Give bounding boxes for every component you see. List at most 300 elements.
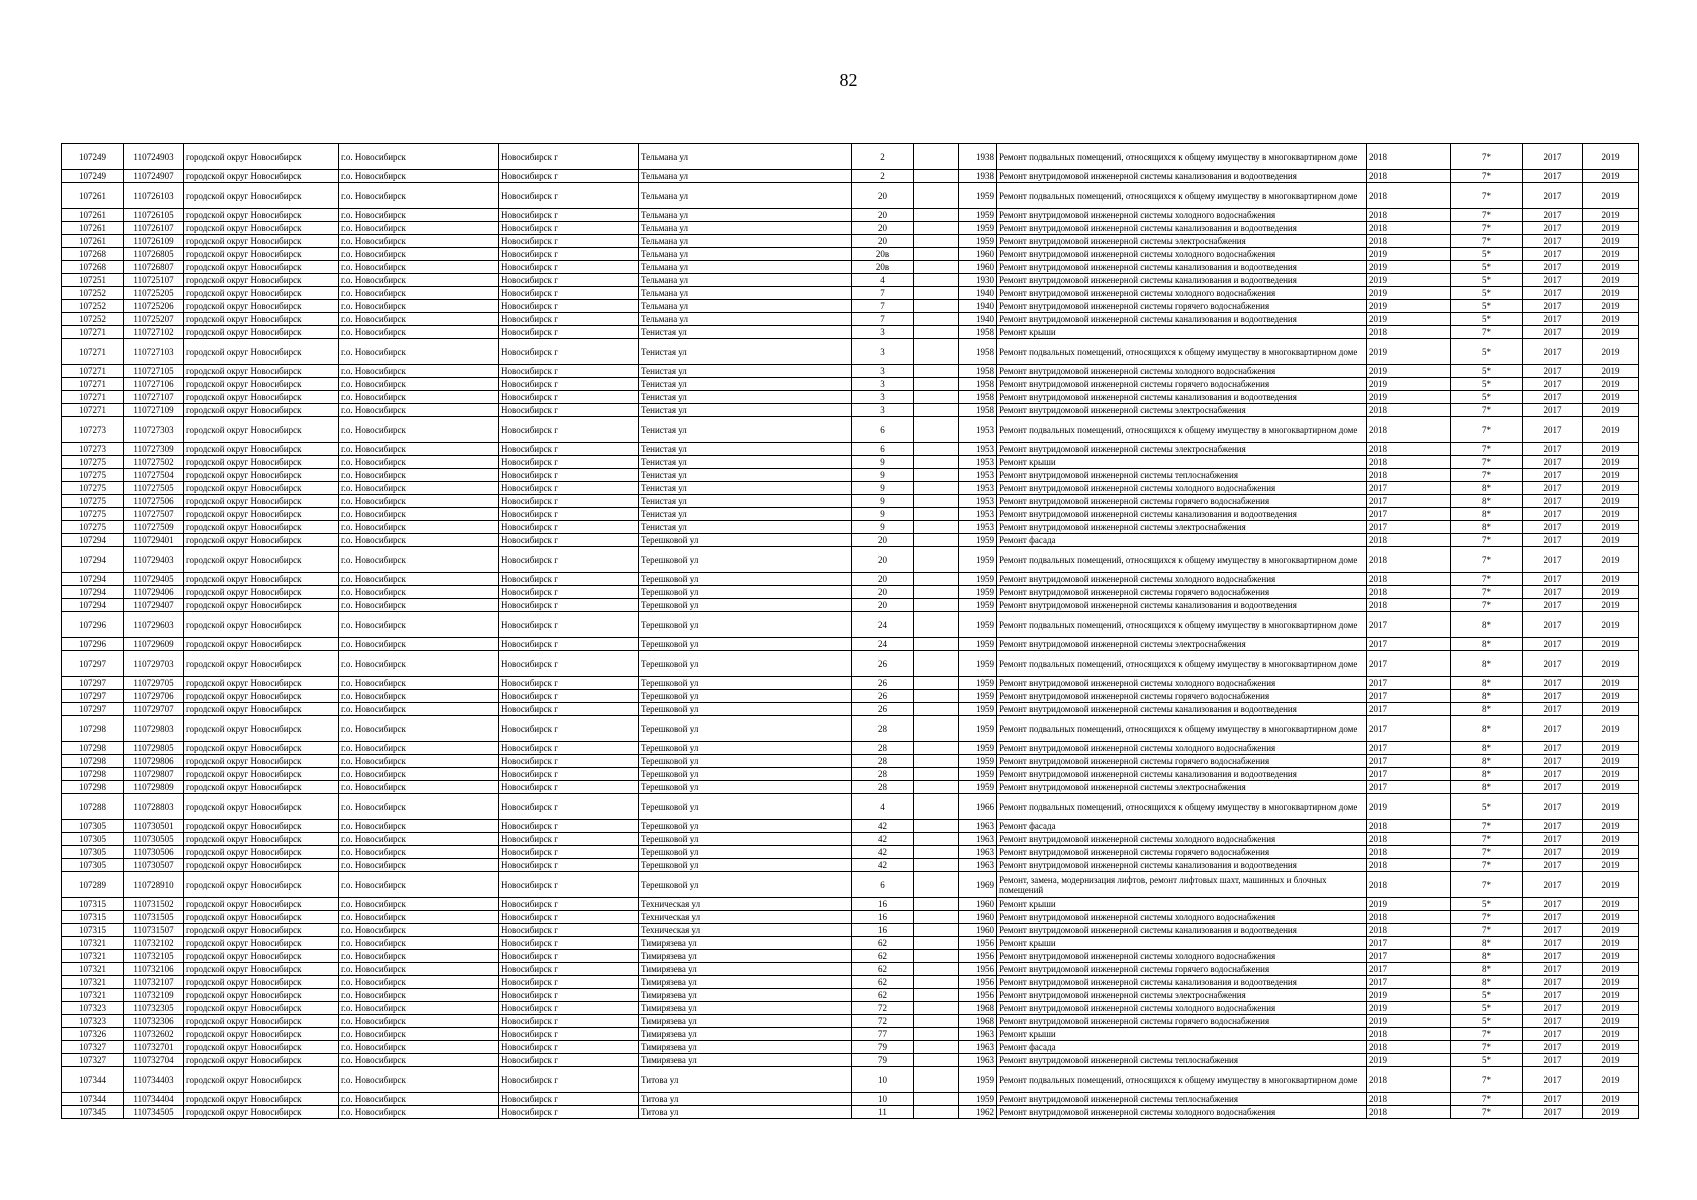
cell-build-year: 1956 [959, 989, 997, 1002]
cell-period-end: 2019 [1583, 521, 1639, 534]
cell-work-type: Ремонт внутридомовой инженерной системы канализования и водоотведения [997, 508, 1367, 521]
cell-record-id: 110729807 [124, 768, 184, 781]
cell-building [914, 768, 959, 781]
cell-municipality: г.о. Новосибирск [339, 222, 499, 235]
cell-period-end: 2019 [1583, 1054, 1639, 1067]
cell-plan-year: 2019 [1367, 1054, 1451, 1067]
cell-building [914, 482, 959, 495]
cell-municipal-district: городской округ Новосибирск [184, 612, 339, 638]
cell-period-start: 2017 [1523, 183, 1583, 209]
cell-record-id: 110729705 [124, 677, 184, 690]
cell-building [914, 586, 959, 599]
cell-locality: Новосибирск г [499, 1041, 639, 1054]
cell-priority: 5* [1451, 794, 1523, 820]
cell-record-id: 110727102 [124, 326, 184, 339]
cell-priority: 8* [1451, 677, 1523, 690]
cell-street: Тенистая ул [639, 482, 852, 495]
cell-municipality: г.о. Новосибирск [339, 703, 499, 716]
cell-period-start: 2017 [1523, 1067, 1583, 1093]
cell-work-type: Ремонт внутридомовой инженерной системы канализования и водоотведения [997, 976, 1367, 989]
cell-municipality: г.о. Новосибирск [339, 768, 499, 781]
cell-building [914, 716, 959, 742]
cell-house-number: 62 [852, 989, 914, 1002]
cell-municipal-district: городской округ Новосибирск [184, 274, 339, 287]
cell-work-type: Ремонт внутридомовой инженерной системы холодного водоснабжения [997, 950, 1367, 963]
cell-locality: Новосибирск г [499, 937, 639, 950]
cell-building [914, 235, 959, 248]
cell-work-type: Ремонт подвальных помещений, относящихся к общему имуществу в многоквартирном доме [997, 1067, 1367, 1093]
cell-municipal-district: городской округ Новосибирск [184, 599, 339, 612]
table-row [62, 170, 1639, 183]
cell-work-type: Ремонт внутридомовой инженерной системы горячего водоснабжения [997, 300, 1367, 313]
cell-priority: 8* [1451, 781, 1523, 794]
cell-municipality: г.о. Новосибирск [339, 911, 499, 924]
cell-priority: 7* [1451, 404, 1523, 417]
cell-work-type: Ремонт фасада [997, 1041, 1367, 1054]
cell-street: Тимирязева ул [639, 989, 852, 1002]
cell-record-id: 110729806 [124, 755, 184, 768]
cell-record-id: 110729609 [124, 638, 184, 651]
table-row [62, 1028, 1639, 1041]
cell-record-id: 110727504 [124, 469, 184, 482]
table-row [62, 677, 1639, 690]
cell-house-number: 16 [852, 898, 914, 911]
cell-period-end: 2019 [1583, 235, 1639, 248]
cell-street: Тимирязева ул [639, 1015, 852, 1028]
cell-work-type: Ремонт внутридомовой инженерной системы канализования и водоотведения [997, 599, 1367, 612]
cell-street: Тенистая ул [639, 521, 852, 534]
cell-house-id: 107252 [62, 300, 124, 313]
table-row [62, 950, 1639, 963]
cell-street: Титова ул [639, 1093, 852, 1106]
table-row [62, 937, 1639, 950]
cell-work-type: Ремонт внутридомовой инженерной системы холодного водоснабжения [997, 287, 1367, 300]
cell-period-start: 2017 [1523, 261, 1583, 274]
cell-record-id: 110731502 [124, 898, 184, 911]
cell-house-number: 3 [852, 339, 914, 365]
cell-municipality: г.о. Новосибирск [339, 1041, 499, 1054]
cell-building [914, 313, 959, 326]
cell-plan-year: 2018 [1367, 872, 1451, 898]
cell-house-id: 107294 [62, 573, 124, 586]
cell-house-id: 107261 [62, 209, 124, 222]
cell-house-number: 6 [852, 443, 914, 456]
cell-house-id: 107315 [62, 911, 124, 924]
cell-build-year: 1960 [959, 248, 997, 261]
cell-municipality: г.о. Новосибирск [339, 950, 499, 963]
cell-priority: 5* [1451, 339, 1523, 365]
cell-record-id: 110726103 [124, 183, 184, 209]
cell-record-id: 110727309 [124, 443, 184, 456]
table-row [62, 469, 1639, 482]
cell-municipal-district: городской округ Новосибирск [184, 937, 339, 950]
cell-period-end: 2019 [1583, 586, 1639, 599]
cell-house-number: 7 [852, 313, 914, 326]
cell-period-end: 2019 [1583, 287, 1639, 300]
cell-house-id: 107249 [62, 170, 124, 183]
cell-locality: Новосибирск г [499, 417, 639, 443]
cell-build-year: 1959 [959, 781, 997, 794]
cell-house-number: 26 [852, 677, 914, 690]
cell-record-id: 110727106 [124, 378, 184, 391]
cell-building [914, 209, 959, 222]
cell-building [914, 248, 959, 261]
cell-house-number: 20 [852, 534, 914, 547]
cell-record-id: 110725207 [124, 313, 184, 326]
cell-municipal-district: городской округ Новосибирск [184, 1054, 339, 1067]
cell-street: Терешковой ул [639, 573, 852, 586]
cell-house-id: 107275 [62, 482, 124, 495]
cell-build-year: 1959 [959, 235, 997, 248]
cell-period-start: 2017 [1523, 950, 1583, 963]
cell-street: Тельмана ул [639, 144, 852, 170]
cell-priority: 8* [1451, 937, 1523, 950]
cell-priority: 8* [1451, 508, 1523, 521]
cell-work-type: Ремонт фасада [997, 820, 1367, 833]
cell-house-id: 107296 [62, 638, 124, 651]
cell-priority: 7* [1451, 469, 1523, 482]
cell-locality: Новосибирск г [499, 235, 639, 248]
cell-plan-year: 2018 [1367, 222, 1451, 235]
cell-house-number: 3 [852, 378, 914, 391]
cell-municipal-district: городской округ Новосибирск [184, 1041, 339, 1054]
cell-municipal-district: городской округ Новосибирск [184, 1106, 339, 1119]
cell-record-id: 110732102 [124, 937, 184, 950]
cell-locality: Новосибирск г [499, 872, 639, 898]
table-row [62, 547, 1639, 573]
cell-work-type: Ремонт подвальных помещений, относящихся к общему имуществу в многоквартирном доме [997, 547, 1367, 573]
cell-build-year: 1959 [959, 768, 997, 781]
cell-plan-year: 2017 [1367, 612, 1451, 638]
cell-period-start: 2017 [1523, 599, 1583, 612]
cell-house-id: 107298 [62, 781, 124, 794]
cell-municipality: г.о. Новосибирск [339, 508, 499, 521]
cell-locality: Новосибирск г [499, 378, 639, 391]
cell-record-id: 110730506 [124, 846, 184, 859]
cell-house-id: 107294 [62, 586, 124, 599]
cell-build-year: 1959 [959, 586, 997, 599]
cell-municipality: г.о. Новосибирск [339, 326, 499, 339]
cell-work-type: Ремонт внутридомовой инженерной системы канализования и водоотведения [997, 859, 1367, 872]
cell-record-id: 110724903 [124, 144, 184, 170]
table-row [62, 287, 1639, 300]
cell-period-start: 2017 [1523, 274, 1583, 287]
cell-municipal-district: городской округ Новосибирск [184, 924, 339, 937]
cell-municipal-district: городской округ Новосибирск [184, 404, 339, 417]
cell-municipality: г.о. Новосибирск [339, 781, 499, 794]
cell-record-id: 110732105 [124, 950, 184, 963]
cell-period-end: 2019 [1583, 404, 1639, 417]
cell-house-id: 107321 [62, 950, 124, 963]
cell-work-type: Ремонт внутридомовой инженерной системы холодного водоснабжения [997, 742, 1367, 755]
cell-locality: Новосибирск г [499, 638, 639, 651]
cell-locality: Новосибирск г [499, 391, 639, 404]
table-body [62, 144, 1639, 1119]
cell-priority: 7* [1451, 222, 1523, 235]
cell-priority: 8* [1451, 638, 1523, 651]
cell-plan-year: 2019 [1367, 248, 1451, 261]
cell-build-year: 1959 [959, 209, 997, 222]
cell-municipal-district: городской округ Новосибирск [184, 742, 339, 755]
cell-priority: 5* [1451, 365, 1523, 378]
cell-municipality: г.о. Новосибирск [339, 924, 499, 937]
cell-build-year: 1959 [959, 677, 997, 690]
cell-plan-year: 2017 [1367, 963, 1451, 976]
cell-plan-year: 2017 [1367, 677, 1451, 690]
cell-municipality: г.о. Новосибирск [339, 573, 499, 586]
cell-municipal-district: городской округ Новосибирск [184, 586, 339, 599]
cell-period-end: 2019 [1583, 365, 1639, 378]
cell-municipality: г.о. Новосибирск [339, 521, 499, 534]
cell-priority: 7* [1451, 326, 1523, 339]
cell-locality: Новосибирск г [499, 742, 639, 755]
cell-locality: Новосибирск г [499, 716, 639, 742]
cell-house-number: 6 [852, 872, 914, 898]
cell-street: Терешковой ул [639, 781, 852, 794]
cell-period-end: 2019 [1583, 248, 1639, 261]
cell-house-number: 72 [852, 1015, 914, 1028]
cell-record-id: 110726107 [124, 222, 184, 235]
cell-building [914, 833, 959, 846]
cell-street: Терешковой ул [639, 586, 852, 599]
cell-priority: 7* [1451, 1067, 1523, 1093]
cell-record-id: 110726805 [124, 248, 184, 261]
cell-priority: 7* [1451, 417, 1523, 443]
cell-building [914, 638, 959, 651]
cell-building [914, 950, 959, 963]
cell-plan-year: 2018 [1367, 1028, 1451, 1041]
table-row [62, 963, 1639, 976]
cell-locality: Новосибирск г [499, 326, 639, 339]
cell-house-number: 42 [852, 846, 914, 859]
table-row [62, 1041, 1639, 1054]
cell-record-id: 110734404 [124, 1093, 184, 1106]
cell-building [914, 222, 959, 235]
cell-work-type: Ремонт внутридомовой инженерной системы канализования и водоотведения [997, 768, 1367, 781]
cell-municipal-district: городской округ Новосибирск [184, 859, 339, 872]
cell-record-id: 110729401 [124, 534, 184, 547]
cell-house-id: 107252 [62, 313, 124, 326]
cell-period-end: 2019 [1583, 495, 1639, 508]
cell-municipal-district: городской округ Новосибирск [184, 872, 339, 898]
cell-municipality: г.о. Новосибирск [339, 261, 499, 274]
cell-plan-year: 2017 [1367, 508, 1451, 521]
cell-municipal-district: городской округ Новосибирск [184, 456, 339, 469]
cell-build-year: 1958 [959, 365, 997, 378]
cell-period-end: 2019 [1583, 859, 1639, 872]
cell-municipality: г.о. Новосибирск [339, 287, 499, 300]
table-row [62, 924, 1639, 937]
table-row [62, 521, 1639, 534]
cell-record-id: 110729809 [124, 781, 184, 794]
cell-period-start: 2017 [1523, 222, 1583, 235]
cell-locality: Новосибирск г [499, 599, 639, 612]
cell-municipality: г.о. Новосибирск [339, 274, 499, 287]
cell-house-id: 107252 [62, 287, 124, 300]
cell-street: Тенистая ул [639, 339, 852, 365]
cell-locality: Новосибирск г [499, 170, 639, 183]
cell-building [914, 1015, 959, 1028]
cell-plan-year: 2019 [1367, 1002, 1451, 1015]
cell-building [914, 1002, 959, 1015]
cell-locality: Новосибирск г [499, 1106, 639, 1119]
cell-building [914, 170, 959, 183]
cell-record-id: 110732107 [124, 976, 184, 989]
cell-municipality: г.о. Новосибирск [339, 534, 499, 547]
cell-record-id: 110729407 [124, 599, 184, 612]
cell-period-end: 2019 [1583, 898, 1639, 911]
cell-house-number: 20 [852, 586, 914, 599]
cell-municipality: г.о. Новосибирск [339, 170, 499, 183]
table-row [62, 339, 1639, 365]
cell-plan-year: 2017 [1367, 690, 1451, 703]
cell-house-number: 79 [852, 1041, 914, 1054]
cell-building [914, 677, 959, 690]
cell-municipal-district: городской округ Новосибирск [184, 690, 339, 703]
cell-municipal-district: городской округ Новосибирск [184, 1028, 339, 1041]
cell-record-id: 110728910 [124, 872, 184, 898]
cell-work-type: Ремонт внутридомовой инженерной системы теплоснабжения [997, 1093, 1367, 1106]
cell-street: Терешковой ул [639, 859, 852, 872]
cell-municipality: г.о. Новосибирск [339, 1093, 499, 1106]
cell-municipal-district: городской округ Новосибирск [184, 300, 339, 313]
cell-house-id: 107298 [62, 768, 124, 781]
cell-house-number: 16 [852, 911, 914, 924]
cell-work-type: Ремонт крыши [997, 1028, 1367, 1041]
cell-street: Тенистая ул [639, 326, 852, 339]
table-row [62, 638, 1639, 651]
cell-house-id: 107297 [62, 651, 124, 677]
table-row [62, 586, 1639, 599]
cell-street: Тенистая ул [639, 417, 852, 443]
cell-period-end: 2019 [1583, 781, 1639, 794]
cell-house-id: 107327 [62, 1054, 124, 1067]
cell-house-id: 107327 [62, 1041, 124, 1054]
cell-priority: 8* [1451, 976, 1523, 989]
cell-work-type: Ремонт подвальных помещений, относящихся к общему имуществу в многоквартирном доме [997, 716, 1367, 742]
cell-work-type: Ремонт внутридомовой инженерной системы канализования и водоотведения [997, 924, 1367, 937]
cell-period-end: 2019 [1583, 508, 1639, 521]
cell-building [914, 846, 959, 859]
cell-priority: 8* [1451, 742, 1523, 755]
cell-street: Тельмана ул [639, 209, 852, 222]
cell-locality: Новосибирск г [499, 859, 639, 872]
cell-municipality: г.о. Новосибирск [339, 989, 499, 1002]
cell-record-id: 110732701 [124, 1041, 184, 1054]
cell-house-id: 107305 [62, 859, 124, 872]
cell-house-number: 6 [852, 417, 914, 443]
cell-build-year: 1953 [959, 495, 997, 508]
cell-period-end: 2019 [1583, 651, 1639, 677]
cell-street: Терешковой ул [639, 846, 852, 859]
cell-priority: 8* [1451, 703, 1523, 716]
cell-street: Тельмана ул [639, 235, 852, 248]
cell-building [914, 287, 959, 300]
cell-municipality: г.о. Новосибирск [339, 235, 499, 248]
cell-build-year: 1938 [959, 170, 997, 183]
cell-house-id: 107296 [62, 612, 124, 638]
cell-period-end: 2019 [1583, 690, 1639, 703]
cell-building [914, 404, 959, 417]
cell-period-end: 2019 [1583, 573, 1639, 586]
cell-record-id: 110727109 [124, 404, 184, 417]
cell-locality: Новосибирск г [499, 781, 639, 794]
table-row [62, 716, 1639, 742]
cell-house-number: 28 [852, 768, 914, 781]
cell-locality: Новосибирск г [499, 534, 639, 547]
cell-municipal-district: городской округ Новосибирск [184, 950, 339, 963]
cell-period-start: 2017 [1523, 534, 1583, 547]
cell-locality: Новосибирск г [499, 300, 639, 313]
table-row [62, 235, 1639, 248]
cell-street: Терешковой ул [639, 677, 852, 690]
cell-period-end: 2019 [1583, 716, 1639, 742]
cell-work-type: Ремонт внутридомовой инженерной системы холодного водоснабжения [997, 248, 1367, 261]
cell-plan-year: 2017 [1367, 755, 1451, 768]
cell-work-type: Ремонт внутридомовой инженерной системы канализования и водоотведения [997, 391, 1367, 404]
cell-work-type: Ремонт внутридомовой инженерной системы холодного водоснабжения [997, 365, 1367, 378]
cell-build-year: 1960 [959, 924, 997, 937]
cell-period-end: 2019 [1583, 482, 1639, 495]
cell-record-id: 110729406 [124, 586, 184, 599]
cell-priority: 8* [1451, 755, 1523, 768]
cell-record-id: 110729706 [124, 690, 184, 703]
cell-work-type: Ремонт внутридомовой инженерной системы горячего водоснабжения [997, 690, 1367, 703]
cell-build-year: 1968 [959, 1002, 997, 1015]
cell-work-type: Ремонт внутридомовой инженерной системы холодного водоснабжения [997, 833, 1367, 846]
cell-period-end: 2019 [1583, 170, 1639, 183]
cell-work-type: Ремонт, замена, модернизация лифтов, ремонт лифтовых шахт, машинных и блочных помещений [997, 872, 1367, 898]
cell-municipal-district: городской округ Новосибирск [184, 781, 339, 794]
cell-house-number: 3 [852, 326, 914, 339]
cell-work-type: Ремонт внутридомовой инженерной системы холодного водоснабжения [997, 1002, 1367, 1015]
cell-period-end: 2019 [1583, 937, 1639, 950]
cell-building [914, 326, 959, 339]
cell-municipality: г.о. Новосибирск [339, 937, 499, 950]
cell-period-end: 2019 [1583, 1041, 1639, 1054]
cell-municipal-district: городской округ Новосибирск [184, 976, 339, 989]
cell-locality: Новосибирск г [499, 404, 639, 417]
cell-period-end: 2019 [1583, 677, 1639, 690]
cell-work-type: Ремонт внутридомовой инженерной системы электроснабжения [997, 404, 1367, 417]
cell-municipal-district: городской округ Новосибирск [184, 417, 339, 443]
cell-municipal-district: городской округ Новосибирск [184, 183, 339, 209]
cell-period-end: 2019 [1583, 820, 1639, 833]
table-row [62, 898, 1639, 911]
table-row [62, 495, 1639, 508]
cell-priority: 7* [1451, 924, 1523, 937]
cell-build-year: 1959 [959, 742, 997, 755]
cell-priority: 8* [1451, 963, 1523, 976]
cell-municipal-district: городской округ Новосибирск [184, 651, 339, 677]
cell-period-end: 2019 [1583, 1093, 1639, 1106]
cell-house-id: 107268 [62, 248, 124, 261]
cell-work-type: Ремонт внутридомовой инженерной системы канализования и водоотведения [997, 222, 1367, 235]
cell-period-start: 2017 [1523, 703, 1583, 716]
cell-plan-year: 2017 [1367, 950, 1451, 963]
cell-build-year: 1940 [959, 313, 997, 326]
cell-period-start: 2017 [1523, 716, 1583, 742]
cell-house-number: 10 [852, 1093, 914, 1106]
cell-house-number: 10 [852, 1067, 914, 1093]
cell-work-type: Ремонт внутридомовой инженерной системы холодного водоснабжения [997, 1106, 1367, 1119]
cell-plan-year: 2018 [1367, 1093, 1451, 1106]
table-row [62, 794, 1639, 820]
cell-period-end: 2019 [1583, 209, 1639, 222]
cell-municipality: г.о. Новосибирск [339, 1002, 499, 1015]
cell-plan-year: 2019 [1367, 365, 1451, 378]
cell-record-id: 110727509 [124, 521, 184, 534]
